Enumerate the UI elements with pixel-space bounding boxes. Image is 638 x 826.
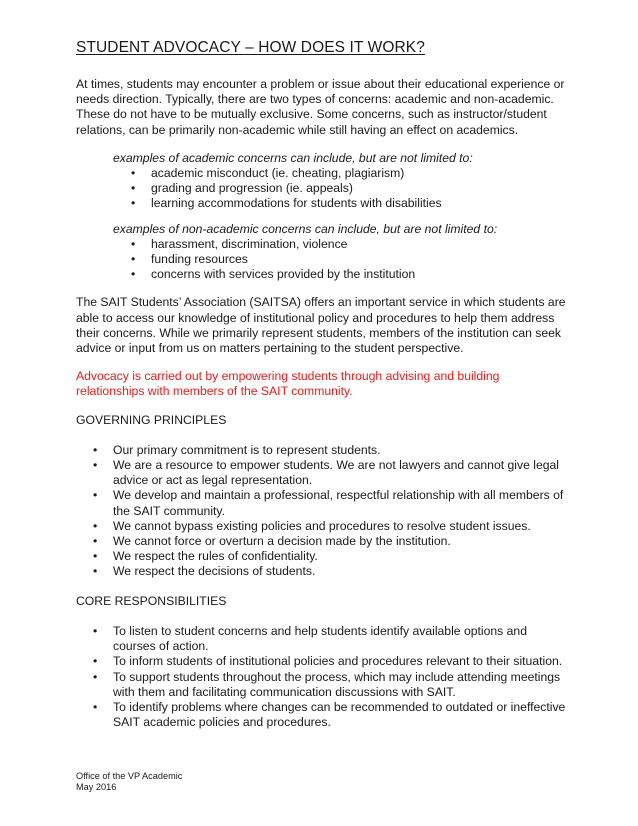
list-item: • We respect the decisions of students. [76, 564, 570, 579]
footer-date: May 2016 [76, 782, 117, 792]
academic-examples-heading: examples of academic concerns can include, but are not limited to: [113, 150, 473, 165]
list-item: • To listen to student concerns and help students identify available options and courses of action. [76, 624, 570, 654]
list-item: • We are a resource to empower students. We are not lawyers and cannot give legal advice or act as legal representation. [76, 458, 570, 488]
core-responsibilities-list [76, 624, 570, 730]
academic-examples [76, 151, 570, 212]
governing-principles-heading: GOVERNING PRINCIPLES [76, 412, 227, 427]
governing-principles-list [76, 443, 570, 580]
list-item: • concerns with services provided by the institution [113, 267, 570, 282]
list-item: • To support students throughout the process, which may include attending meetings with them and facilitating communication discussions with SAIT. [76, 670, 570, 700]
core-responsibilities-heading: CORE RESPONSIBILITIES [76, 593, 227, 608]
list-item: • We respect the rules of confidentiality. [76, 549, 570, 564]
list-item: • We cannot bypass existing policies and procedures to resolve student issues. [76, 519, 570, 534]
non-academic-examples [76, 222, 570, 283]
footer-office: Office of the VP Academic [76, 771, 183, 781]
advocacy-statement: Advocacy is carried out by empowering students through advising and building relationships with members of the SAIT community. [76, 369, 500, 399]
list-item: • academic misconduct (ie. cheating, plagiarism) [113, 166, 570, 181]
list-item: • To identify problems where changes can be recommended to outdated or ineffective SAIT academic policies and procedures. [76, 700, 570, 730]
list-item: • learning accommodations for students with disabilities [113, 196, 570, 211]
page-footer [76, 771, 182, 793]
academic-examples-list [113, 166, 570, 212]
list-item: • To inform students of institutional policies and procedures relevant to their situation. [76, 654, 570, 669]
page-title: STUDENT ADVOCACY – HOW DOES IT WORK? [76, 39, 425, 56]
list-item: • funding resources [113, 252, 570, 267]
list-item: • grading and progression (ie. appeals) [113, 181, 570, 196]
intro-paragraph: At times, students may encounter a problem or issue about their educational experience or needs direction. Typically, there are two types of concerns: academic and non-academic. These do not have to be mutually exclusive. Some concerns, such as instructor/student relations, can be primarily non-academic while still having an effect on academics. [76, 77, 565, 137]
list-item: • harassment, discrimination, violence [113, 237, 570, 252]
list-item: • We develop and maintain a professional, respectful relationship with all members of the SAIT community. [76, 488, 570, 518]
list-item: • Our primary commitment is to represent students. [76, 443, 570, 458]
list-item: • We cannot force or overturn a decision made by the institution. [76, 534, 570, 549]
non-academic-examples-list [113, 237, 570, 283]
non-academic-examples-heading: examples of non-academic concerns can include, but are not limited to: [113, 221, 498, 236]
saitsa-paragraph: The SAIT Students’ Association (SAITSA) offers an important service in which students are able to access our knowledge of institutional policy and procedures to help them address their concerns. While we primarily represent students, members of the institution can seek advice or input from us on matters pertaining to the student perspective. [76, 295, 566, 356]
